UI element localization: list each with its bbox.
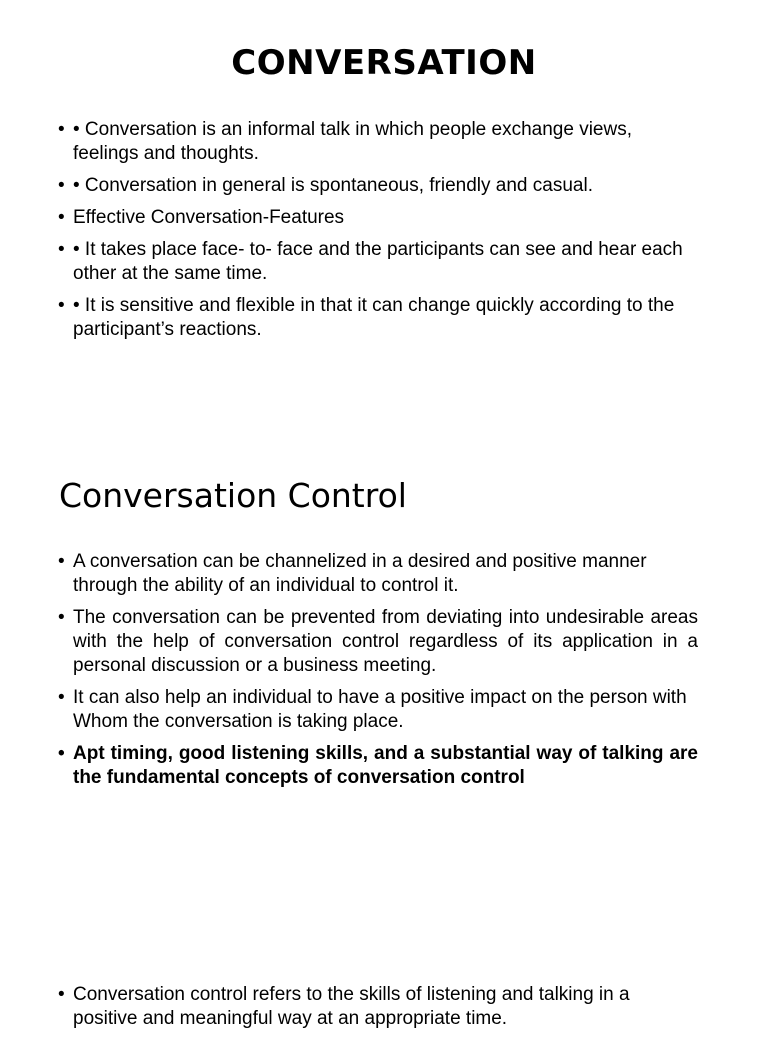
bullet-icon: • xyxy=(58,743,65,764)
bullet-text: Effective Conversation-Features xyxy=(73,207,345,228)
list-item xyxy=(58,238,698,286)
bullet-text: • It takes place face- to- face and the participants can see and hear each other at the same time. xyxy=(73,239,683,284)
bullet-text: The conversation can be prevented from deviating into undesirable areas with the help of conversation control regardless of its application in a personal discussion or a business meeting. xyxy=(73,607,698,676)
bullet-text: Conversation control refers to the skills of listening and talking in a positive and meaningful way at an appropriate time. xyxy=(73,984,630,1029)
list-item xyxy=(58,550,698,598)
list-item xyxy=(58,118,698,166)
bullet-icon: • xyxy=(58,551,65,572)
bullet-icon: • xyxy=(58,239,65,260)
slide-title: CONVERSATION xyxy=(231,43,537,83)
list-item xyxy=(58,174,698,198)
bullet-icon: • xyxy=(58,175,65,196)
bullet-text: • It is sensitive and flexible in that it can change quickly according to the participant’s reactions. xyxy=(73,295,675,340)
list-item xyxy=(58,742,698,790)
bullet-icon: • xyxy=(58,984,65,1005)
slide-title: Conversation Control xyxy=(59,476,407,515)
list-item xyxy=(58,294,698,342)
bullet-icon: • xyxy=(58,207,65,228)
list-item xyxy=(58,606,698,678)
bullet-text: It can also help an individual to have a positive impact on the person with Whom the conversation is taking place. xyxy=(73,687,687,732)
list-item xyxy=(58,206,698,230)
bullet-icon: • xyxy=(58,687,65,708)
bullet-text: Apt timing, good listening skills, and a substantial way of talking are the fundamental concepts of conversation control xyxy=(73,743,698,788)
bullet-list xyxy=(58,550,698,798)
bullet-list xyxy=(58,983,698,1039)
bullet-text: A conversation can be channelized in a desired and positive manner through the ability of an individual to control it. xyxy=(73,551,647,596)
bullet-text: • Conversation in general is spontaneous, friendly and casual. xyxy=(73,175,593,196)
bullet-text: • Conversation is an informal talk in which people exchange views, feelings and thoughts. xyxy=(73,119,632,164)
bullet-icon: • xyxy=(58,607,65,628)
bullet-icon: • xyxy=(58,119,65,140)
list-item xyxy=(58,686,698,734)
bullet-icon: • xyxy=(58,295,65,316)
bullet-list xyxy=(58,118,698,350)
